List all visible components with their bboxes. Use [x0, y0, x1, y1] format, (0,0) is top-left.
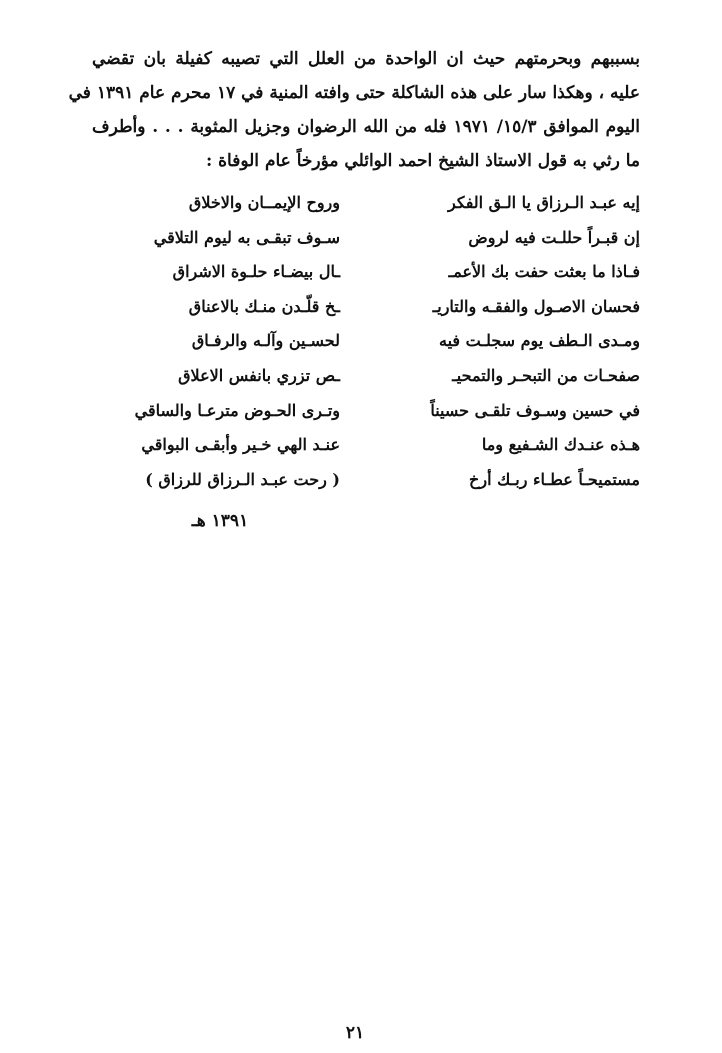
verse-first-hemistich: إن قبـراً حللـت فيه لروض — [468, 227, 640, 247]
verse-first-hemistich: هـذه عنـدك الشـفيع وما — [481, 435, 640, 455]
verse-second-hemistich: ـخ قلّـدن منـك بالاعناق — [188, 296, 340, 316]
prose-paragraph — [68, 42, 640, 178]
second-hemistich-column — [100, 186, 340, 497]
poem-date: ١٣٩١ هـ — [191, 511, 249, 531]
prose-line: اليوم الموافق ١٥/٣/ ١٩٧١ فله من الله الرضوان وجزيل المثوبة . . . وأطرف — [92, 117, 640, 137]
page-number: ٢١ — [345, 1023, 365, 1043]
verse-second-hemistich: وروح الإيمــان والاخلاق — [188, 193, 340, 212]
verse-first-hemistich: ومـدى الـطف يوم سجلـت فيه — [439, 331, 640, 351]
verse-first-hemistich: صفحـات من التبحـر والتمحيـ — [452, 365, 640, 385]
verse-first-hemistich: مستميحـاً عطـاء ربـك أرخ — [469, 469, 640, 489]
first-hemistich-column — [390, 186, 640, 497]
verse-second-hemistich: ـص تزري بانفس الاعلاق — [178, 365, 340, 385]
verse-first-hemistich: في حسين وسـوف تلقـى حسيناً — [430, 400, 640, 420]
verse-second-hemistich: عنـد الهي خـير وأبقـى البواقي — [141, 435, 340, 455]
verse-first-hemistich: إيه عبـد الـرزاق يا الـق الفكر — [448, 193, 640, 212]
verse-first-hemistich: فـاذا ما بعثت حفت بك الأعمـ — [448, 262, 640, 282]
prose-line: ما رثي به قول الاستاذ الشيخ احمد الوائلي مؤرخاً عام الوفاة : — [205, 151, 640, 171]
verse-first-hemistich: فحسان الاصـول والفقـه والتاريـ — [432, 296, 640, 316]
verse-second-hemistich: وتـرى الحـوض مترعـا والساقي — [134, 400, 340, 420]
verse-second-hemistich: ـال بيضـاء حلـوة الاشراق — [172, 262, 340, 282]
verse-second-hemistich: ( رحت عبـد الـرزاق للرزاق ) — [145, 469, 340, 489]
prose-line: عليه ، وهكذا سار على هذه الشاكلة حتى وافته المنية في ١٧ محرم عام ١٣٩١ في — [68, 83, 640, 103]
verse-second-hemistich: سـوف تبقـى به ليوم التلاقي — [153, 227, 340, 247]
verse-second-hemistich: لحسـين وآلـه والرفـاق — [191, 331, 340, 351]
elegy-poem — [100, 186, 640, 506]
prose-line: بسببهم وبحرمتهم حيث ان الواحدة من العلل التي تصيبه كفيلة بان تقضي — [92, 49, 640, 69]
